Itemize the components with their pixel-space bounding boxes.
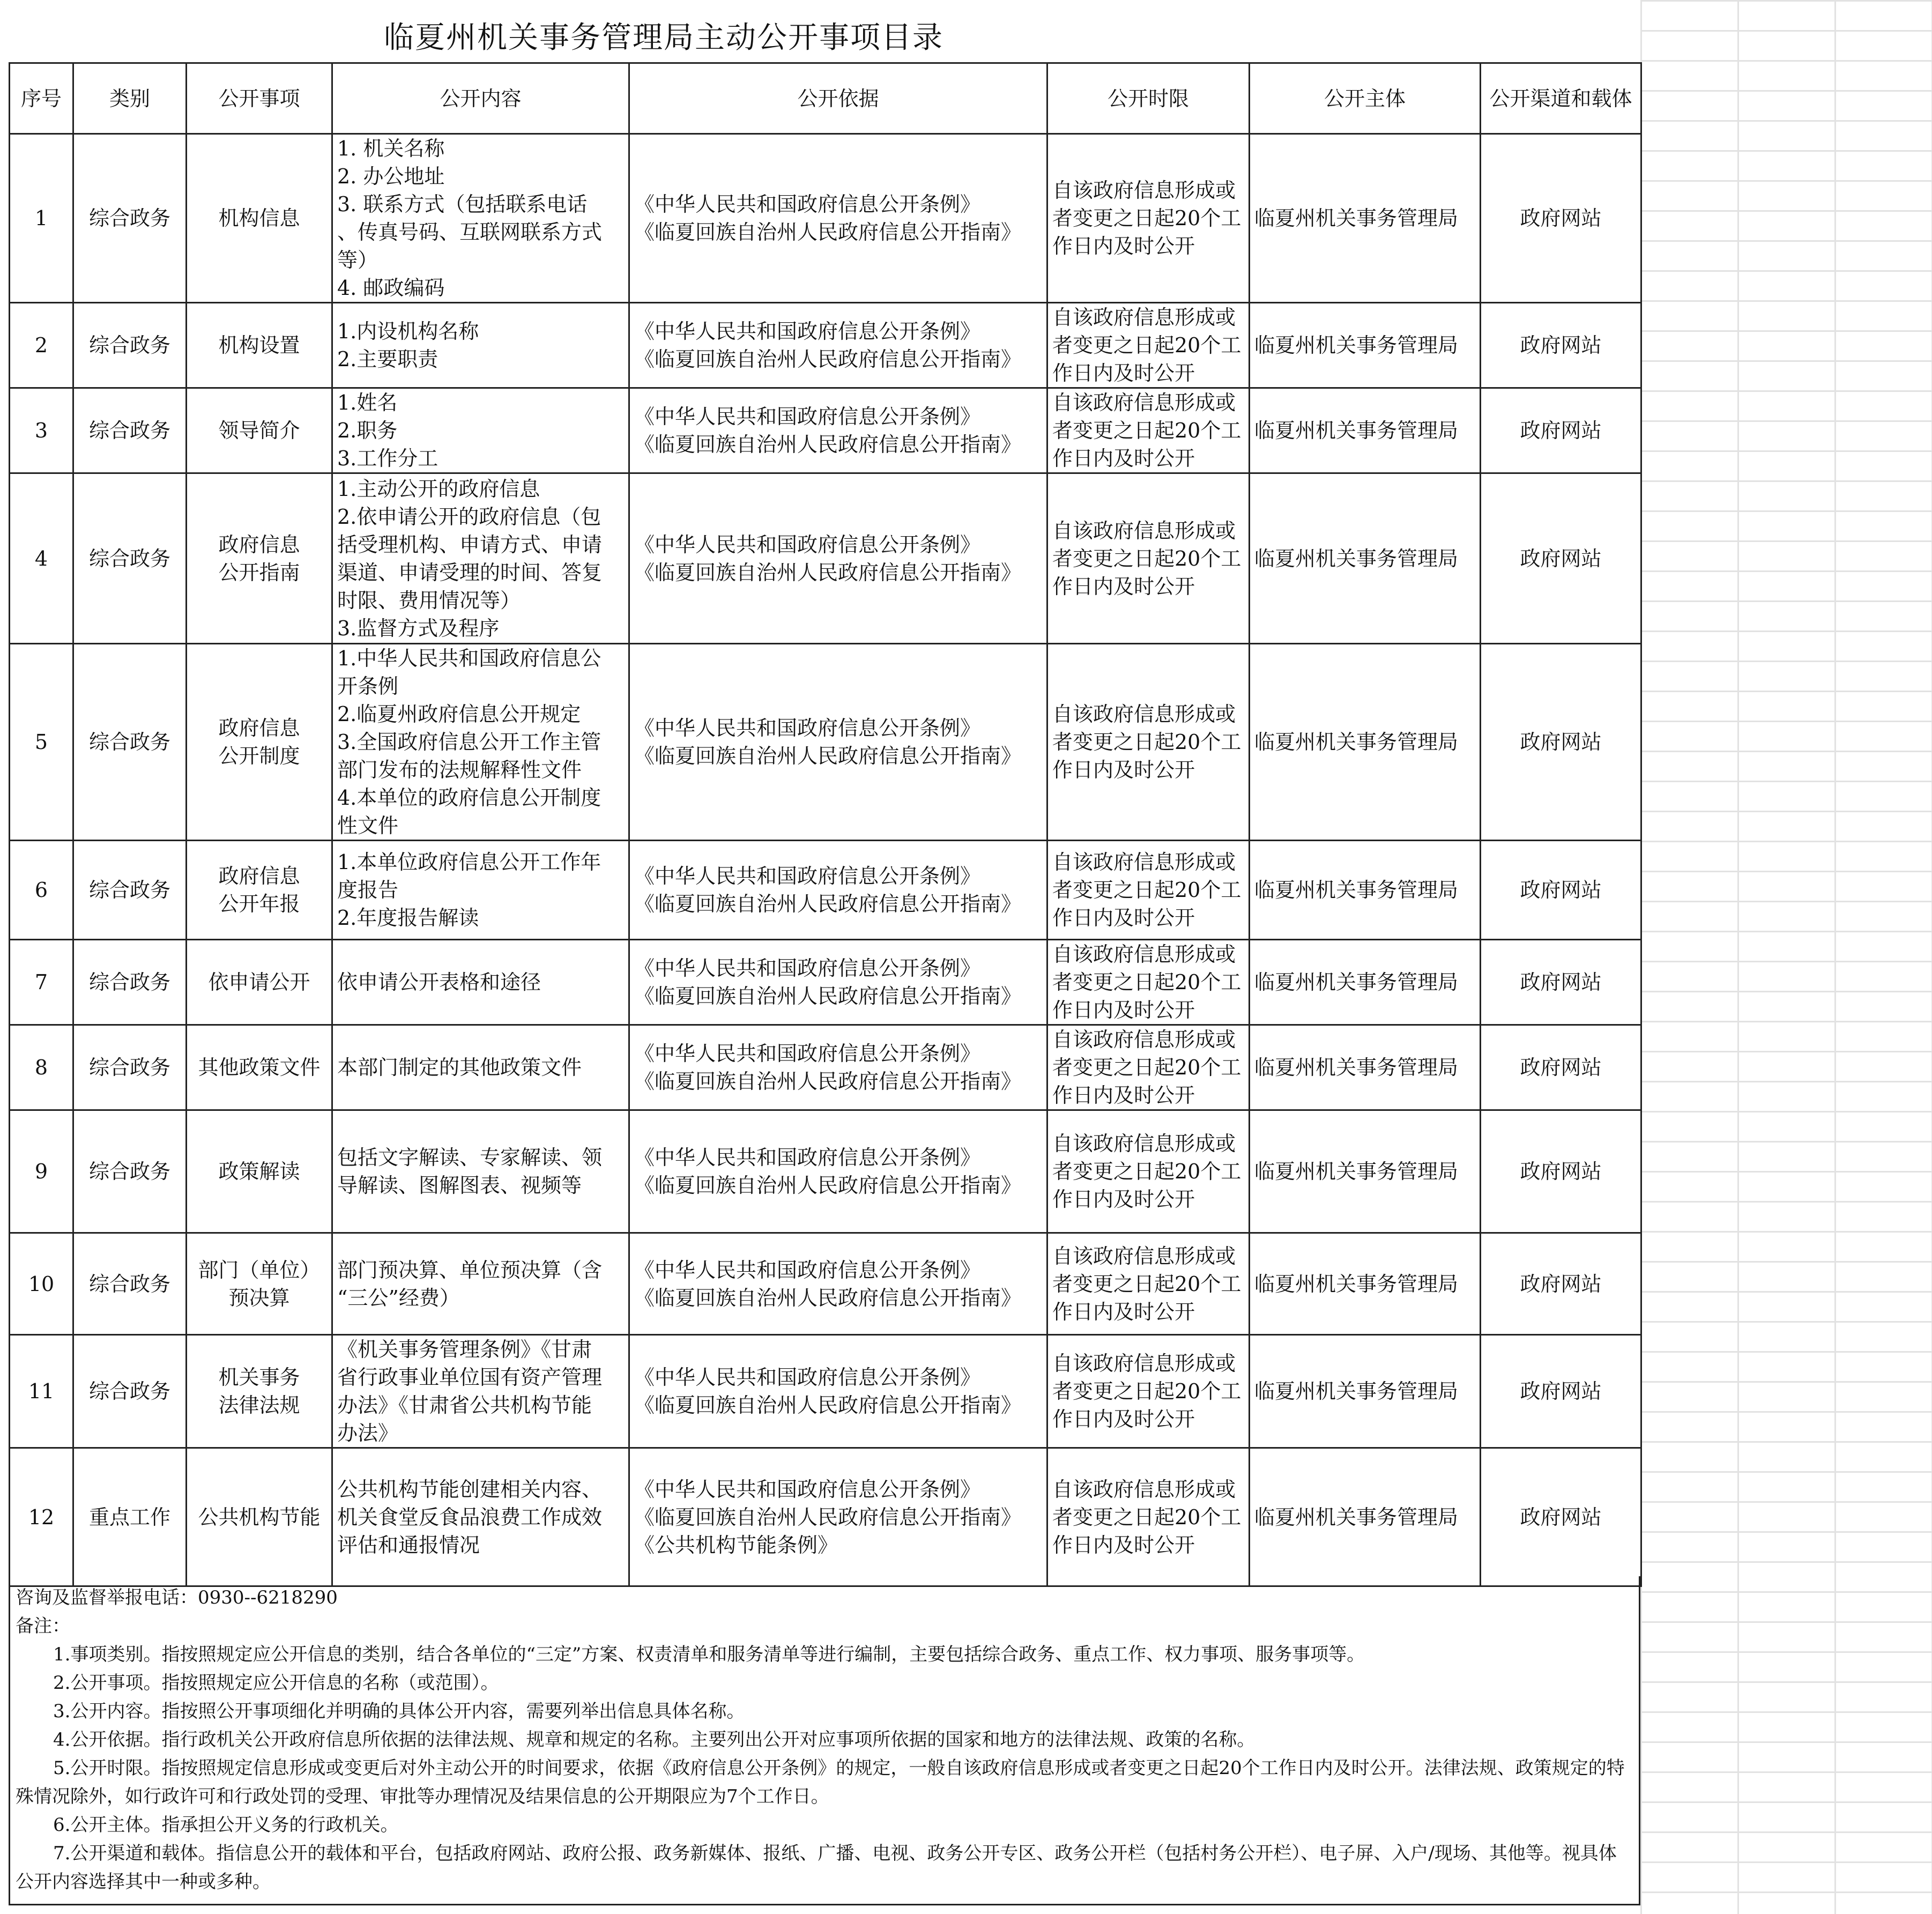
cell-time-line: 者变更之日起20个工 <box>1052 1056 1242 1079</box>
cell-subject: 临夏州机关事务管理局 <box>1250 644 1481 841</box>
table-row <box>10 841 1641 940</box>
cell-basis-line: 《临夏回族自治州人民政府信息公开指南》 <box>634 1070 1022 1093</box>
cell-no: 8 <box>10 1025 73 1110</box>
cell-content <box>332 1335 629 1448</box>
table-row <box>10 1233 1641 1335</box>
cell-no: 3 <box>10 388 73 473</box>
cell-time-line: 者变更之日起20个工 <box>1052 878 1242 902</box>
table-row <box>10 644 1641 841</box>
cell-category: 综合政务 <box>73 1233 187 1335</box>
note-item: 5.公开时限。指按照规定信息形成或变更后对外主动公开的时间要求，依据《政府信息公开条例》的规定，一般自该政府信息形成或者变更之日起20个工作日内及时公开。法律法规、政策规定的特殊情况除外，如行政许可和行政处罚的受理、审批等办理情况及结果信息的公开期限应为7个工作日。 <box>16 1757 1625 1807</box>
cell-basis-line: 《中华人民共和国政府信息公开条例》 <box>634 405 981 428</box>
cell-time <box>1047 388 1250 473</box>
cell-time-line: 自该政府信息形成或 <box>1052 306 1236 329</box>
cell-content-line: 1.姓名 <box>337 391 398 414</box>
cell-category: 综合政务 <box>73 1110 187 1233</box>
cell-basis-line: 《中华人民共和国政府信息公开条例》 <box>634 1477 981 1501</box>
cell-category: 综合政务 <box>73 388 187 473</box>
cell-content-line: 部门预决算、单位预决算（含 <box>337 1258 603 1282</box>
cell-content-line: 渠道、申请受理的时间、答复 <box>337 560 603 584</box>
cell-basis-line: 《临夏回族自治州人民政府信息公开指南》 <box>634 220 1022 244</box>
cell-time-line: 作日内及时公开 <box>1052 574 1195 598</box>
cell-item-line: 公开年报 <box>218 892 300 916</box>
cell-channel: 政府网站 <box>1481 1335 1641 1448</box>
cell-basis-line: 《中华人民共和国政府信息公开条例》 <box>634 864 981 888</box>
cell-time-line: 自该政府信息形成或 <box>1052 518 1236 543</box>
cell-category: 综合政务 <box>73 134 187 303</box>
cell-channel: 政府网站 <box>1481 1233 1641 1335</box>
note-item: 3.公开内容。指按照公开事项细化并明确的具体公开内容，需要列举出信息具体名称。 <box>53 1701 745 1722</box>
header-item: 公开事项 <box>187 63 332 134</box>
cell-content-line: 括受理机构、申请方式、申请 <box>337 532 603 557</box>
cell-item <box>187 644 332 841</box>
cell-basis-line: 《中华人民共和国政府信息公开条例》 <box>634 320 981 343</box>
cell-content-line: 3. 联系方式（包括联系电话 <box>337 192 588 216</box>
cell-item <box>187 1233 332 1335</box>
cell-item-line: 依申请公开 <box>208 970 310 994</box>
cell-basis-line: 《公共机构节能条例》 <box>634 1533 838 1557</box>
page-title: 临夏州机关事务管理局主动公开事项目录 <box>384 20 943 55</box>
header-subject: 公开主体 <box>1250 63 1481 134</box>
cell-time-line: 作日内及时公开 <box>1052 1084 1195 1107</box>
cell-time <box>1047 1448 1250 1586</box>
cell-time-line: 者变更之日起20个工 <box>1052 333 1242 357</box>
cell-content-line: 1.主动公开的政府信息 <box>337 477 540 501</box>
cell-time-line: 作日内及时公开 <box>1052 998 1195 1022</box>
note-item: 2.公开事项。指按照规定应公开信息的名称（或范围）。 <box>53 1672 499 1694</box>
cell-item <box>187 1025 332 1110</box>
cell-time-line: 自该政府信息形成或 <box>1052 1028 1236 1051</box>
cell-time-line: 自该政府信息形成或 <box>1052 391 1236 414</box>
cell-time-line: 者变更之日起20个工 <box>1052 970 1242 994</box>
cell-no: 1 <box>10 134 73 303</box>
cell-time <box>1047 134 1250 303</box>
cell-channel: 政府网站 <box>1481 134 1641 303</box>
cell-basis-line: 《中华人民共和国政府信息公开条例》 <box>634 1042 981 1065</box>
cell-basis-line: 《中华人民共和国政府信息公开条例》 <box>634 532 981 557</box>
hotline-text: 咨询及监督举报电话：0930--6218290 <box>16 1587 338 1608</box>
cell-channel: 政府网站 <box>1481 303 1641 388</box>
cell-category: 重点工作 <box>73 1448 187 1586</box>
cell-category: 综合政务 <box>73 473 187 644</box>
cell-subject: 临夏州机关事务管理局 <box>1250 1025 1481 1110</box>
header-content: 公开内容 <box>332 63 629 134</box>
cell-item <box>187 1448 332 1586</box>
cell-content-line: 本部门制定的其他政策文件 <box>337 1056 582 1079</box>
spreadsheet-gridlines <box>1640 0 1932 1914</box>
cell-time-line: 自该政府信息形成或 <box>1052 1477 1236 1501</box>
cell-basis-line: 《临夏回族自治州人民政府信息公开指南》 <box>634 744 1022 768</box>
cell-time-line: 自该政府信息形成或 <box>1052 943 1236 966</box>
cell-content <box>332 940 629 1025</box>
cell-content-line: 2. 办公地址 <box>337 165 445 188</box>
cell-item-line: 预决算 <box>228 1286 290 1310</box>
cell-category: 综合政务 <box>73 1025 187 1110</box>
cell-time-line: 自该政府信息形成或 <box>1052 1352 1236 1375</box>
cell-category: 综合政务 <box>73 303 187 388</box>
cell-content-line: 4.本单位的政府信息公开制度 <box>337 786 601 810</box>
cell-basis <box>629 473 1047 644</box>
sheet <box>9 9 1640 1911</box>
cell-content-line: 机关食堂反食品浪费工作成效 <box>337 1505 603 1529</box>
cell-time-line: 自该政府信息形成或 <box>1052 702 1236 726</box>
cell-content-line: 性文件 <box>337 814 399 837</box>
cell-time-line: 者变更之日起20个工 <box>1052 1160 1242 1183</box>
cell-basis <box>629 940 1047 1025</box>
note-item: 6.公开主体。指承担公开义务的行政机关。 <box>53 1814 399 1836</box>
table-row <box>10 134 1641 303</box>
cell-subject: 临夏州机关事务管理局 <box>1250 841 1481 940</box>
cell-category: 综合政务 <box>73 1335 187 1448</box>
cell-content-line: 4. 邮政编码 <box>337 276 445 300</box>
cell-item-line: 政府信息 <box>218 532 300 557</box>
cell-time-line: 自该政府信息形成或 <box>1052 1132 1236 1155</box>
cell-time <box>1047 1335 1250 1448</box>
cell-content-line: 等） <box>337 248 378 272</box>
cell-subject: 临夏州机关事务管理局 <box>1250 1448 1481 1586</box>
cell-basis <box>629 841 1047 940</box>
cell-basis <box>629 644 1047 841</box>
cell-time-line: 作日内及时公开 <box>1052 1407 1195 1431</box>
header-category: 类别 <box>73 63 187 134</box>
table-row <box>10 473 1641 644</box>
table-row <box>10 1110 1641 1233</box>
cell-content-line: 1.本单位政府信息公开工作年 <box>337 850 601 874</box>
cell-time-line: 作日内及时公开 <box>1052 1188 1195 1211</box>
cell-content-line: 办法》《甘肃省公共机构节能 <box>337 1393 592 1417</box>
cell-item-line: 机构设置 <box>218 333 300 357</box>
cell-time-line: 作日内及时公开 <box>1052 906 1195 930</box>
cell-time <box>1047 303 1250 388</box>
cell-content-line: 办法》 <box>337 1421 399 1445</box>
table-row <box>10 303 1641 388</box>
cell-basis-line: 《临夏回族自治州人民政府信息公开指南》 <box>634 1174 1022 1197</box>
cell-no: 12 <box>10 1448 73 1586</box>
cell-channel: 政府网站 <box>1481 1025 1641 1110</box>
cell-basis-line: 《中华人民共和国政府信息公开条例》 <box>634 716 981 740</box>
cell-item <box>187 940 332 1025</box>
cell-channel: 政府网站 <box>1481 1110 1641 1233</box>
cell-time-line: 自该政府信息形成或 <box>1052 179 1236 202</box>
cell-channel: 政府网站 <box>1481 1448 1641 1586</box>
cell-content <box>332 388 629 473</box>
cell-item-line: 公共机构节能 <box>198 1505 321 1529</box>
cell-no: 9 <box>10 1110 73 1233</box>
cell-no: 4 <box>10 473 73 644</box>
cell-content-line: 开条例 <box>337 674 399 698</box>
cell-no: 2 <box>10 303 73 388</box>
cell-basis-line: 《中华人民共和国政府信息公开条例》 <box>634 1146 981 1169</box>
remark-label: 备注： <box>16 1615 70 1637</box>
cell-subject: 临夏州机关事务管理局 <box>1250 1335 1481 1448</box>
cell-content-line: 2.主要职责 <box>337 347 439 371</box>
cell-basis <box>629 1335 1047 1448</box>
cell-time-line: 者变更之日起20个工 <box>1052 1272 1242 1296</box>
cell-basis-line: 《临夏回族自治州人民政府信息公开指南》 <box>634 1505 1022 1529</box>
cell-content-line: 1. 机关名称 <box>337 137 445 160</box>
cell-time <box>1047 841 1250 940</box>
cell-subject: 临夏州机关事务管理局 <box>1250 1110 1481 1233</box>
cell-item-line: 部门（单位） <box>198 1258 321 1282</box>
cell-time-line: 者变更之日起20个工 <box>1052 1505 1242 1529</box>
cell-subject: 临夏州机关事务管理局 <box>1250 940 1481 1025</box>
cell-basis <box>629 1110 1047 1233</box>
cell-basis-line: 《临夏回族自治州人民政府信息公开指南》 <box>634 1286 1022 1310</box>
table-body <box>10 134 1641 1586</box>
cell-item-line: 领导简介 <box>218 419 300 442</box>
cell-subject: 临夏州机关事务管理局 <box>1250 473 1481 644</box>
header-no: 序号 <box>10 63 73 134</box>
cell-item-line: 公开指南 <box>218 560 300 584</box>
cell-content-line: 省行政事业单位国有资产管理 <box>337 1366 603 1389</box>
cell-time-line: 自该政府信息形成或 <box>1052 1244 1236 1268</box>
cell-basis-line: 《临夏回族自治州人民政府信息公开指南》 <box>634 433 1022 456</box>
cell-time <box>1047 473 1250 644</box>
table-row <box>10 1448 1641 1586</box>
cell-time-line: 作日内及时公开 <box>1052 758 1195 782</box>
cell-item <box>187 1335 332 1448</box>
cell-content-line: 公共机构节能创建相关内容、 <box>337 1477 603 1501</box>
cell-basis-line: 《中华人民共和国政府信息公开条例》 <box>634 1366 981 1389</box>
cell-item-line: 政策解读 <box>218 1160 300 1183</box>
cell-content-line: 时限、费用情况等） <box>337 588 521 612</box>
cell-channel: 政府网站 <box>1481 940 1641 1025</box>
cell-content-line: 导解读、图解图表、视频等 <box>337 1174 582 1197</box>
cell-content-line: 、传真号码、互联网联系方式 <box>337 220 603 244</box>
cell-category: 综合政务 <box>73 940 187 1025</box>
cell-content <box>332 134 629 303</box>
cell-basis-line: 《临夏回族自治州人民政府信息公开指南》 <box>634 984 1022 1008</box>
cell-subject: 临夏州机关事务管理局 <box>1250 134 1481 303</box>
cell-item-line: 法律法规 <box>218 1393 300 1417</box>
cell-time-line: 作日内及时公开 <box>1052 361 1195 385</box>
cell-item <box>187 1110 332 1233</box>
cell-content <box>332 1448 629 1586</box>
cell-item <box>187 134 332 303</box>
cell-time <box>1047 644 1250 841</box>
disclosure-table <box>9 62 1642 1587</box>
cell-content-line: 3.全国政府信息公开工作主管 <box>337 730 601 754</box>
cell-basis <box>629 303 1047 388</box>
cell-basis <box>629 1025 1047 1110</box>
cell-time-line: 作日内及时公开 <box>1052 447 1195 470</box>
cell-basis <box>629 1233 1047 1335</box>
cell-content <box>332 473 629 644</box>
cell-time-line: 者变更之日起20个工 <box>1052 546 1242 570</box>
cell-time <box>1047 1233 1250 1335</box>
cell-channel: 政府网站 <box>1481 644 1641 841</box>
cell-basis-line: 《中华人民共和国政府信息公开条例》 <box>634 1258 981 1282</box>
note-item: 7.公开渠道和载体。指信息公开的载体和平台，包括政府网站、政府公报、政务新媒体、报纸、广播、电视、政务公开专区、政务公开栏（包括村务公开栏）、电子屏、入户/现场、其他等。视具体公开内容选择其中一种或多种。 <box>16 1843 1617 1893</box>
header-row <box>10 63 1641 134</box>
cell-time <box>1047 1110 1250 1233</box>
cell-item-line: 机关事务 <box>218 1366 300 1389</box>
cell-content-line: 部门发布的法规解释性文件 <box>337 758 582 782</box>
header-time: 公开时限 <box>1047 63 1250 134</box>
table-row <box>10 940 1641 1025</box>
cell-time-line: 者变更之日起20个工 <box>1052 730 1242 754</box>
cell-content-line: 包括文字解读、专家解读、领 <box>337 1146 603 1169</box>
notes-section <box>9 1576 1640 1905</box>
cell-time-line: 作日内及时公开 <box>1052 1533 1195 1557</box>
cell-time-line: 者变更之日起20个工 <box>1052 1379 1242 1403</box>
cell-time-line: 者变更之日起20个工 <box>1052 419 1242 442</box>
cell-content <box>332 1233 629 1335</box>
header-channel: 公开渠道和载体 <box>1481 63 1641 134</box>
cell-basis <box>629 1448 1047 1586</box>
cell-item-line: 其他政策文件 <box>198 1056 321 1079</box>
cell-time <box>1047 940 1250 1025</box>
cell-category: 综合政务 <box>73 644 187 841</box>
cell-basis-line: 《临夏回族自治州人民政府信息公开指南》 <box>634 560 1022 584</box>
cell-subject: 临夏州机关事务管理局 <box>1250 388 1481 473</box>
cell-basis-line: 《临夏回族自治州人民政府信息公开指南》 <box>634 892 1022 916</box>
cell-content-line: 2.年度报告解读 <box>337 906 479 930</box>
cell-time <box>1047 1025 1250 1110</box>
cell-content <box>332 1025 629 1110</box>
cell-subject: 临夏州机关事务管理局 <box>1250 303 1481 388</box>
cell-subject: 临夏州机关事务管理局 <box>1250 1233 1481 1335</box>
cell-basis <box>629 134 1047 303</box>
cell-item <box>187 473 332 644</box>
cell-content-line: 《机关事务管理条例》《甘肃 <box>337 1338 592 1361</box>
note-item: 1.事项类别。指按照规定应公开信息的类别，结合各单位的“三定”方案、权责清单和服务清单等进行编制，主要包括综合政务、重点工作、权力事项、服务事项等。 <box>53 1644 1365 1665</box>
cell-basis-line: 《临夏回族自治州人民政府信息公开指南》 <box>634 1393 1022 1417</box>
cell-item-line: 政府信息 <box>218 716 300 740</box>
cell-content-line: 评估和通报情况 <box>337 1533 480 1557</box>
cell-no: 6 <box>10 841 73 940</box>
cell-item <box>187 841 332 940</box>
cell-basis-line: 《中华人民共和国政府信息公开条例》 <box>634 956 981 980</box>
cell-item <box>187 303 332 388</box>
header-basis: 公开依据 <box>629 63 1047 134</box>
cell-content <box>332 1110 629 1233</box>
cell-content <box>332 644 629 841</box>
cell-item <box>187 388 332 473</box>
cell-channel: 政府网站 <box>1481 841 1641 940</box>
cell-channel: 政府网站 <box>1481 388 1641 473</box>
cell-no: 7 <box>10 940 73 1025</box>
cell-content-line: 2.职务 <box>337 419 398 442</box>
cell-content-line: 3.监督方式及程序 <box>337 616 500 640</box>
cell-content-line: 度报告 <box>337 878 399 902</box>
cell-time-line: 自该政府信息形成或 <box>1052 850 1236 874</box>
table-row <box>10 1335 1641 1448</box>
cell-content-line: 依申请公开表格和途径 <box>337 970 541 994</box>
cell-channel: 政府网站 <box>1481 473 1641 644</box>
cell-content-line: “三公”经费） <box>337 1286 460 1310</box>
cell-basis <box>629 388 1047 473</box>
table-row <box>10 1025 1641 1110</box>
cell-content-line: 1.中华人民共和国政府信息公 <box>337 647 601 670</box>
cell-content <box>332 303 629 388</box>
cell-content <box>332 841 629 940</box>
cell-no: 10 <box>10 1233 73 1335</box>
cell-no: 11 <box>10 1335 73 1448</box>
note-item: 4.公开依据。指行政机关公开政府信息所依据的法律法规、规章和规定的名称。主要列出公开对应事项所依据的国家和地方的法律法规、政策的名称。 <box>53 1729 1255 1750</box>
cell-content-line: 3.工作分工 <box>337 447 439 470</box>
cell-time-line: 者变更之日起20个工 <box>1052 206 1242 230</box>
cell-time-line: 作日内及时公开 <box>1052 1300 1195 1324</box>
cell-time-line: 作日内及时公开 <box>1052 234 1195 258</box>
cell-item-line: 政府信息 <box>218 864 300 888</box>
cell-content-line: 1.内设机构名称 <box>337 320 479 343</box>
table-row <box>10 388 1641 473</box>
cell-item-line: 公开制度 <box>218 744 300 768</box>
cell-no: 5 <box>10 644 73 841</box>
cell-category: 综合政务 <box>73 841 187 940</box>
cell-content-line: 2.临夏州政府信息公开规定 <box>337 702 581 726</box>
cell-content-line: 2.依申请公开的政府信息（包 <box>337 505 601 529</box>
cell-basis-line: 《中华人民共和国政府信息公开条例》 <box>634 192 981 216</box>
cell-basis-line: 《临夏回族自治州人民政府信息公开指南》 <box>634 347 1022 371</box>
cell-item-line: 机构信息 <box>218 206 300 230</box>
